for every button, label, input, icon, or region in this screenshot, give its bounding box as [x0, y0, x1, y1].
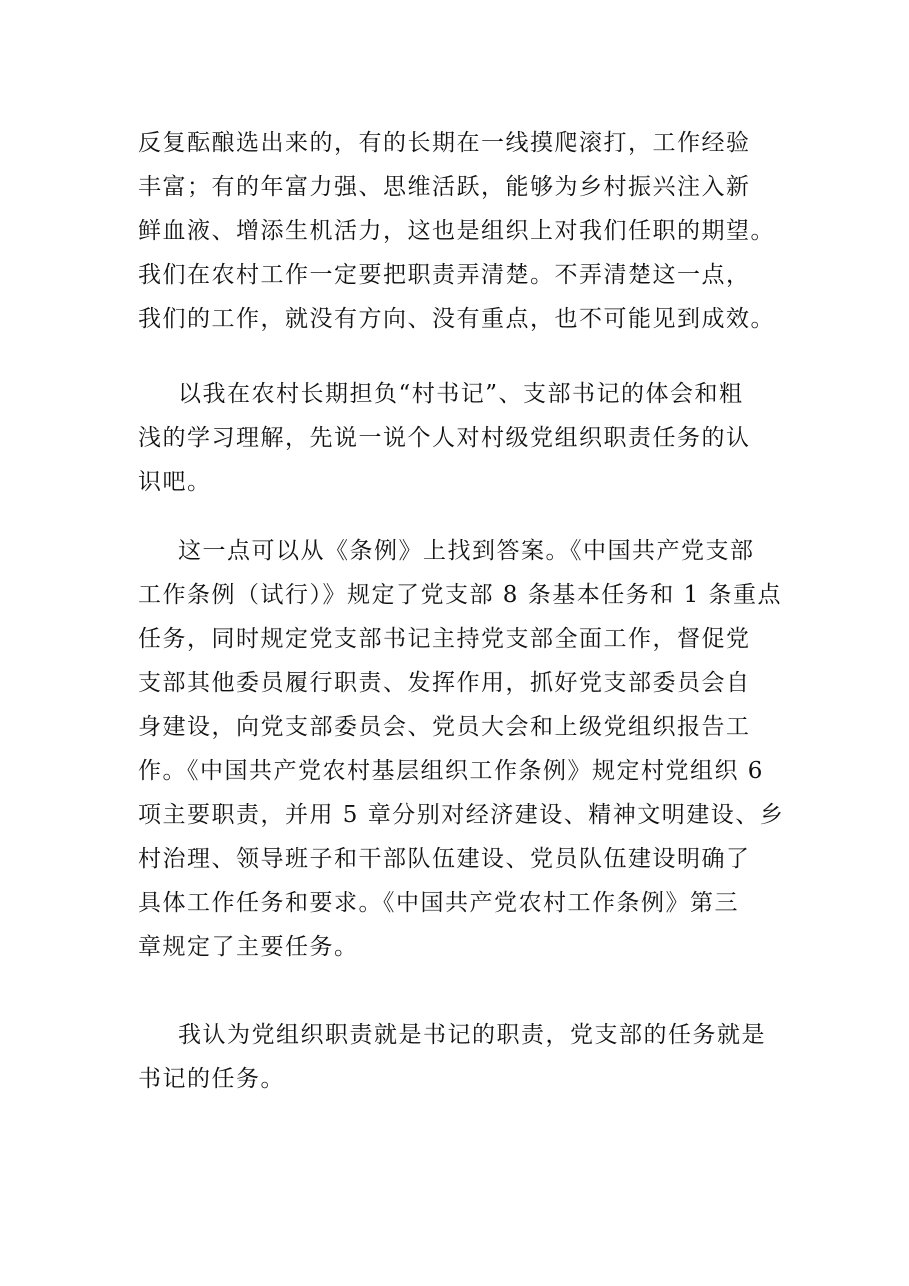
text-line: 项主要职责，并用 5 章分别对经济建设、精神文明建设、乡 [138, 802, 785, 828]
text-line: 丰富；有的年富力强、思维活跃，能够为乡村振兴注入新 [138, 174, 751, 200]
text-line: 我们的工作，就没有方向、没有重点，也不可能见到成效。 [138, 306, 775, 332]
paragraph-1 [138, 121, 778, 341]
text-line: 身建设，向党支部委员会、党员大会和上级党组织报告工 [138, 714, 751, 740]
text-line: 我认为党组织职责就是书记的职责，党支部的任务就是 [178, 1022, 766, 1048]
text-line: 浅的学习理解，先说一说个人对村级党组织职责任务的认 [138, 425, 751, 451]
text-line: 鲜血液、增添生机活力，这也是组织上对我们任职的期望。 [138, 218, 775, 244]
text-line: 我们在农村工作一定要把职责弄清楚。不弄清楚这一点， [138, 262, 751, 288]
text-line: 反复酝酿选出来的，有的长期在一线摸爬滚打，工作经验 [138, 130, 751, 156]
text-line: 支部其他委员履行职责、发挥作用，抓好党支部委员会自 [138, 670, 751, 696]
paragraph-3 [138, 529, 785, 969]
text-line: 具体工作任务和要求。《中国共产党农村工作条例》第三 [138, 890, 739, 916]
text-line: 章规定了主要任务。 [138, 934, 359, 960]
text-line: 书记的任务。 [138, 1066, 285, 1092]
text-line: 这一点可以从《条例》上找到答案。《中国共产党支部 [178, 538, 755, 564]
text-line: 村治理、领导班子和干部队伍建设、党员队伍建设明确了 [138, 846, 751, 872]
text-line: 工作条例（试行）》规定了党支部 8 条基本任务和 1 条重点 [138, 582, 783, 608]
text-line: 识吧。 [138, 469, 212, 495]
paragraph-4 [138, 1013, 778, 1101]
text-line: 作。《中国共产党农村基层组织工作条例》规定村党组织 6 [138, 758, 764, 784]
text-line: 任务，同时规定党支部书记主持党支部全面工作，督促党 [138, 626, 751, 652]
text-line: 以我在农村长期担负“村书记”、支部书记的体会和粗 [178, 381, 744, 407]
paragraph-2 [138, 372, 778, 504]
